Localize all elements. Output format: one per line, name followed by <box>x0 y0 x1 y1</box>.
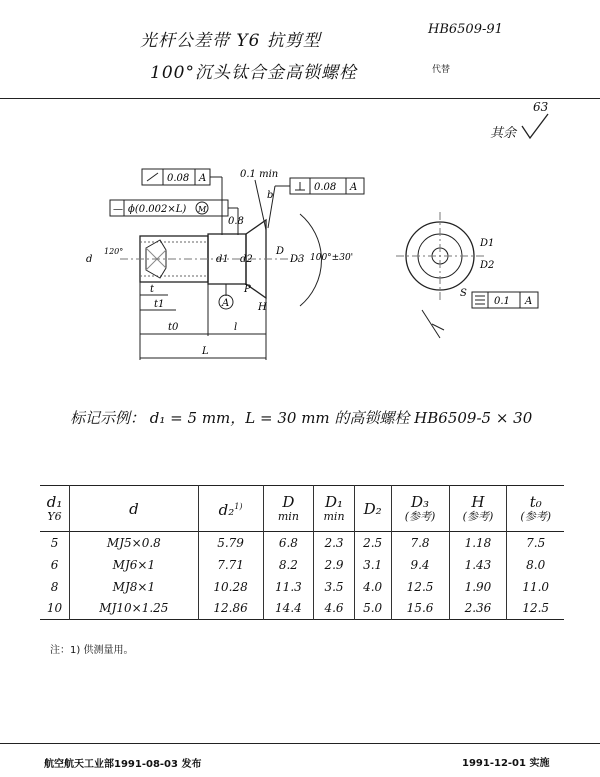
dim-d: d <box>86 254 93 265</box>
table-row <box>40 598 564 620</box>
cell-D: 14.4 <box>263 598 314 620</box>
cell-H: 1.18 <box>449 532 507 554</box>
cell-d1: 6 <box>50 557 59 572</box>
cell-D2: 3.1 <box>354 554 391 576</box>
cell-d: MJ5×0.8 <box>70 532 199 554</box>
cell-D2: 4.0 <box>354 576 391 598</box>
dim-D1: D1 <box>480 238 495 249</box>
cell-t0: 7.5 <box>507 532 564 554</box>
dim-H: H <box>258 302 267 313</box>
header-d: d <box>70 486 199 532</box>
fcf-position <box>110 200 238 235</box>
document-title-line2: 100°沉头钛合金高锁螺栓 <box>150 63 357 83</box>
dim-d1: d1 <box>216 254 229 265</box>
header-D3: D₃ (参考) <box>391 486 449 532</box>
dim-t1: t1 <box>154 299 165 310</box>
header-D1: D₁ min <box>314 486 354 532</box>
bolt-drawing <box>0 150 600 390</box>
table-row <box>40 532 564 554</box>
cell-d: MJ6×1 <box>70 554 199 576</box>
table-row <box>40 576 564 598</box>
cell-H: 1.90 <box>449 576 507 598</box>
cell-D2: 2.5 <box>354 532 391 554</box>
document-title-line1: 光杆公差带 Y6 抗剪型 <box>140 31 321 51</box>
cell-d1: 5 <box>50 535 59 550</box>
cell-D3: 15.6 <box>391 598 449 620</box>
cell-D: 8.2 <box>263 554 314 576</box>
dim-angle-120: 120° <box>104 247 124 256</box>
fcf-perpendicularity-datum: A <box>350 182 358 193</box>
cell-D: 6.8 <box>263 532 314 554</box>
issuer-date: 航空航天工业部1991-08-03 发布 <box>44 759 202 770</box>
roughness-check-icon <box>520 112 552 142</box>
cell-H: 1.43 <box>449 554 507 576</box>
cell-D1: 2.9 <box>314 554 354 576</box>
roughness-label: 其余 <box>490 126 517 141</box>
fcf-symmetry <box>472 292 538 308</box>
dim-01min: 0.1 min <box>240 169 279 180</box>
bolt-side-view <box>120 220 300 298</box>
dim-d2: d2 <box>240 254 253 265</box>
dim-l: l <box>234 322 238 333</box>
header-d1: d₁ Y6 <box>46 493 63 523</box>
dim-t0: t0 <box>168 322 179 333</box>
header-H: H (参考) <box>449 486 507 532</box>
fcf-symmetry-value: 0.1 <box>494 296 510 307</box>
fcf-straightness-datum: A <box>199 173 207 184</box>
header-D: D min <box>263 486 314 532</box>
spec-table <box>40 485 564 620</box>
header-d2: d₂$^{1)}$ <box>198 486 263 532</box>
cell-D2: 5.0 <box>354 598 391 620</box>
cell-d: MJ10×1.25 <box>70 598 199 620</box>
fcf-symmetry-datum: A <box>525 296 533 307</box>
header-t0: t₀ (参考) <box>507 486 564 532</box>
dim-D: D <box>276 246 285 257</box>
marking-example <box>70 407 532 428</box>
cell-t0: 8.0 <box>507 554 564 576</box>
cell-t0: 11.0 <box>507 576 564 598</box>
fcf-perpendicularity-value: 0.08 <box>314 182 337 193</box>
fcf-straightness-value: 0.08 <box>167 173 190 184</box>
header-D2: D₂ <box>354 486 391 532</box>
fcf-position-modifier: M <box>198 205 207 214</box>
cell-d2: 10.28 <box>198 576 263 598</box>
cell-t0: 12.5 <box>507 598 564 620</box>
dim-08: 0.8 <box>228 216 244 227</box>
header-rule <box>0 98 600 99</box>
datum-a-label: A <box>222 298 230 309</box>
table-row <box>40 554 564 576</box>
cell-D3: 7.8 <box>391 532 449 554</box>
cell-d: MJ8×1 <box>70 576 199 598</box>
dim-t: t <box>150 284 155 295</box>
effective-date: 1991-12-01 实施 <box>462 758 550 769</box>
table-note: 注：1) 供测量用。 <box>50 645 134 656</box>
table-header-row <box>40 486 564 532</box>
cell-D1: 4.6 <box>314 598 354 620</box>
cell-D1: 2.3 <box>314 532 354 554</box>
cell-d2: 12.86 <box>198 598 263 620</box>
dim-S: S <box>460 288 467 299</box>
cell-D: 11.3 <box>263 576 314 598</box>
dim-D3: D3 <box>290 254 305 265</box>
dim-D2: D2 <box>480 260 495 271</box>
footer-rule <box>0 743 600 744</box>
dim-L: L <box>202 346 209 357</box>
marking-example-text: d₁ = 5 mm，L = 30 mm 的高锁螺栓 HB6509-5 × 30 <box>149 409 533 427</box>
dim-angle-100: 100°±30' <box>310 253 354 263</box>
cell-d2: 5.79 <box>198 532 263 554</box>
cell-d1: 10 <box>46 601 63 616</box>
fcf-position-value: ϕ(0.002×L) <box>128 204 187 215</box>
cell-d1: 8 <box>50 579 59 594</box>
cell-D1: 3.5 <box>314 576 354 598</box>
dim-b: b <box>267 190 274 201</box>
dim-P: P <box>244 284 251 295</box>
standard-number: HB6509-91 <box>428 22 503 37</box>
cell-D3: 12.5 <box>391 576 449 598</box>
cell-D3: 9.4 <box>391 554 449 576</box>
marking-example-label: 标记示例： <box>70 409 146 427</box>
bolt-end-view <box>396 212 484 300</box>
replaces-label: 代替 <box>432 65 451 75</box>
svg-text:—: — <box>113 204 123 215</box>
fcf-perpendicularity <box>268 178 364 228</box>
cell-H: 2.36 <box>449 598 507 620</box>
straightness-icon <box>147 173 158 181</box>
cell-d2: 7.71 <box>198 554 263 576</box>
fcf-straightness <box>142 169 222 235</box>
roughness-value: 63 <box>533 100 549 114</box>
